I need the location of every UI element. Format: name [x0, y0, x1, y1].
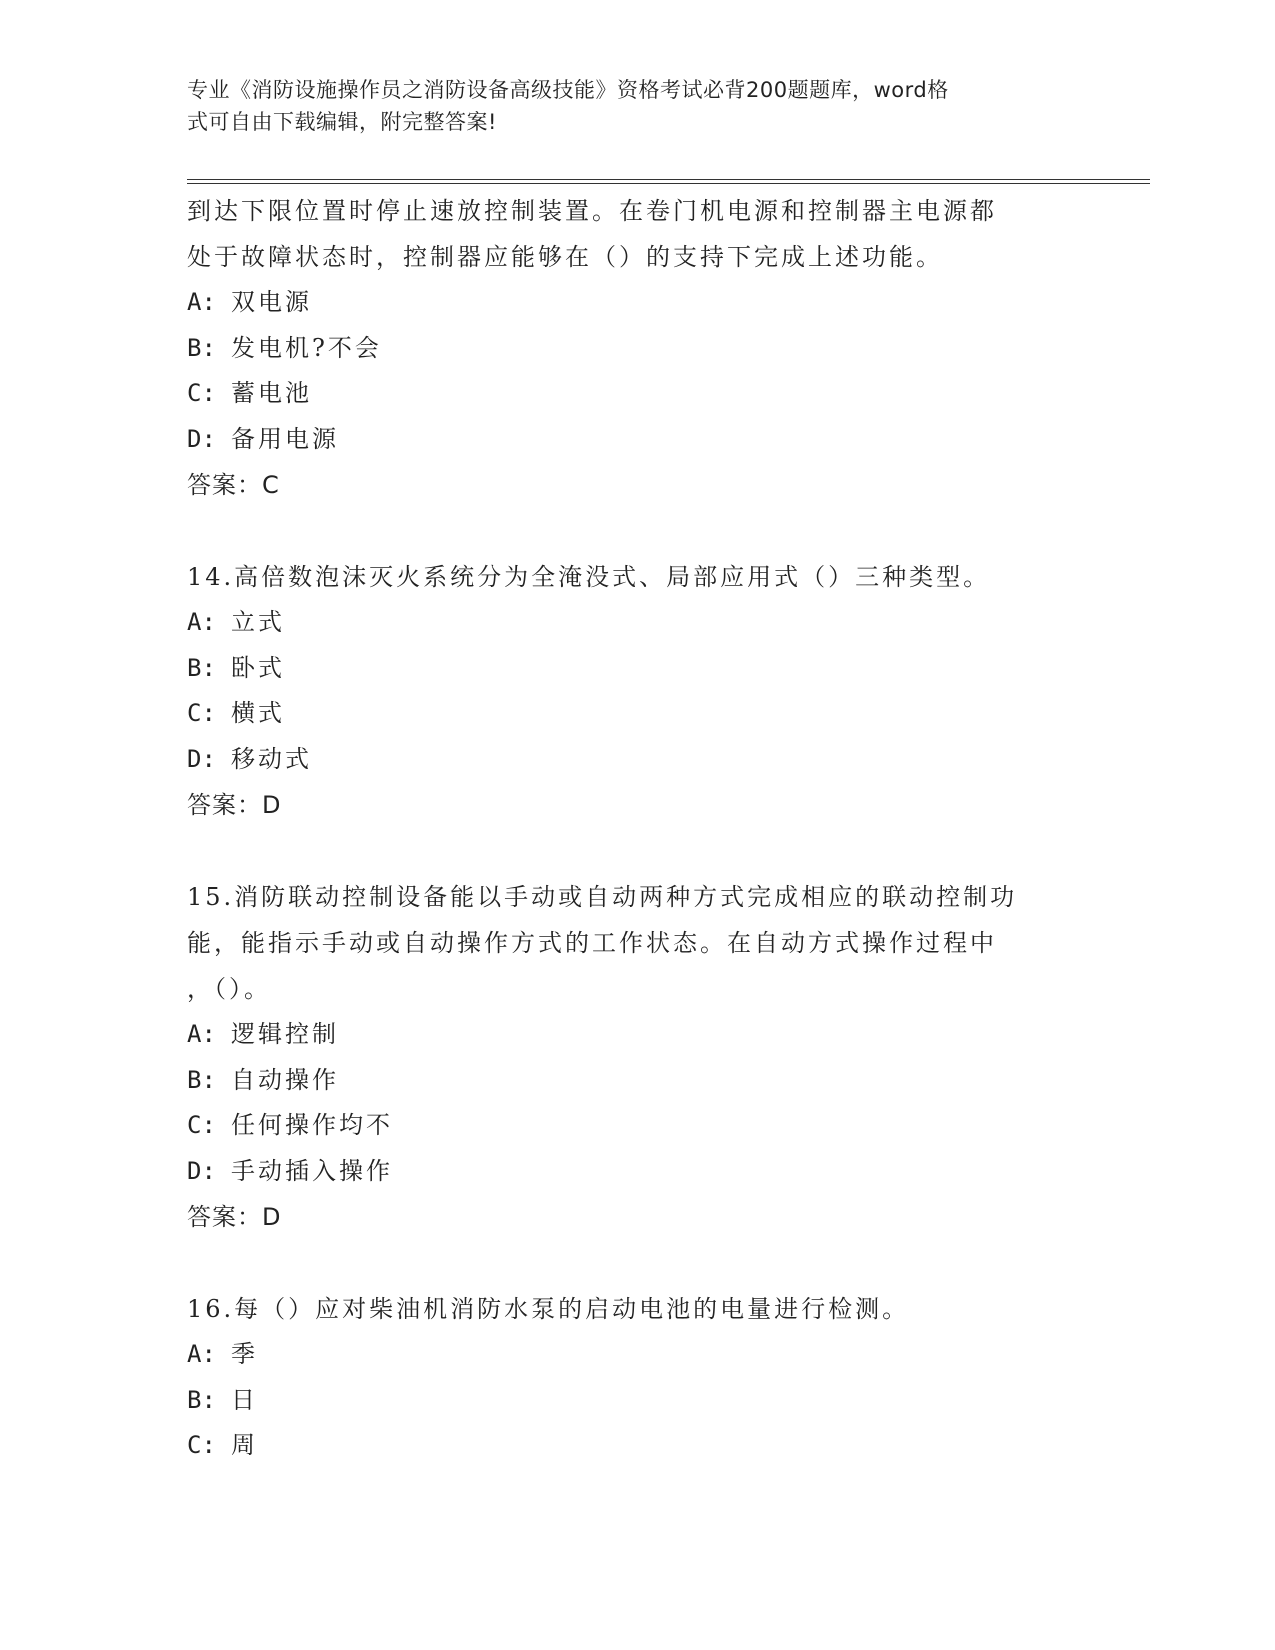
option-b: [187, 646, 1087, 692]
option-text: 蓄电池: [231, 379, 312, 407]
option-letter: B:: [187, 333, 216, 362]
header-divider-bottom: [187, 183, 1150, 184]
header-line-2: 式可自由下载编辑，附完整答案!: [187, 110, 497, 134]
question-14: [187, 554, 1087, 828]
option-text: 双电源: [231, 288, 312, 316]
option-letter: A:: [187, 288, 216, 316]
answer-line: 答案：D: [187, 791, 282, 819]
option-letter: A:: [187, 1020, 216, 1048]
option-d: [187, 1149, 1087, 1195]
header-line-1: 专业《消防设施操作员之消防设备高级技能》资格考试必背200题题库，word格: [187, 78, 949, 102]
option-letter: B:: [187, 1065, 216, 1094]
question-spacer: [187, 828, 1087, 874]
question-text-line: 处于故障状态时，控制器应能够在（）的支持下完成上述功能。: [187, 243, 943, 271]
option-d: [187, 737, 1087, 783]
question-text-line: 15.消防联动控制设备能以手动或自动两种方式完成相应的联动控制功: [187, 883, 1018, 911]
option-text: 发电机?不会: [231, 333, 382, 362]
option-text: 移动式: [231, 744, 312, 773]
answer-line: 答案：D: [187, 1203, 282, 1231]
option-letter: C:: [187, 1111, 216, 1139]
answer-line: 答案：C: [187, 471, 280, 499]
option-letter: C:: [187, 379, 216, 407]
option-b: [187, 1058, 1087, 1104]
option-b: [187, 1378, 1087, 1424]
question-text-line: 能，能指示手动或自动操作方式的工作状态。在自动方式操作过程中: [187, 929, 997, 957]
option-b: [187, 326, 1087, 372]
option-text: 立式: [231, 608, 285, 636]
question-spacer: [187, 508, 1087, 554]
option-letter: C:: [187, 699, 216, 727]
option-text: 逻辑控制: [231, 1020, 339, 1048]
option-text: 季: [231, 1340, 258, 1368]
option-text: 手动插入操作: [231, 1156, 393, 1185]
option-letter: D:: [187, 424, 216, 453]
option-letter: D:: [187, 744, 216, 773]
question-text-line: 16.每（）应对柴油机消防水泵的启动电池的电量进行检测。: [187, 1295, 910, 1323]
option-c: [187, 1103, 1087, 1149]
header-divider-top: [187, 179, 1150, 180]
question-text-line: 到达下限位置时停止速放控制装置。在卷门机电源和控制器主电源都: [187, 197, 997, 225]
option-letter: A:: [187, 1340, 216, 1368]
question-13-continued: [187, 188, 1087, 508]
question-text-line: 14.高倍数泡沫灭火系统分为全淹没式、局部应用式（）三种类型。: [187, 563, 991, 591]
question-text-line: ，（）。: [187, 975, 271, 1003]
option-a: [187, 600, 1087, 646]
question-15: [187, 874, 1087, 1240]
option-text: 日: [231, 1385, 258, 1414]
option-a: [187, 280, 1087, 326]
option-text: 横式: [231, 699, 285, 727]
option-c: [187, 1423, 1087, 1469]
option-a: [187, 1012, 1087, 1058]
option-a: [187, 1332, 1087, 1378]
option-text: 自动操作: [231, 1065, 339, 1094]
option-letter: B:: [187, 653, 216, 682]
option-text: 备用电源: [231, 424, 339, 453]
option-c: [187, 691, 1087, 737]
option-text: 任何操作均不: [231, 1111, 393, 1139]
option-d: [187, 417, 1087, 463]
option-letter: A:: [187, 608, 216, 636]
option-letter: D:: [187, 1156, 216, 1185]
option-text: 卧式: [231, 653, 285, 682]
question-16: [187, 1286, 1087, 1469]
document-header: [187, 74, 1067, 138]
question-list: [187, 188, 1087, 1469]
option-c: [187, 371, 1087, 417]
option-text: 周: [231, 1431, 258, 1459]
option-letter: C:: [187, 1431, 216, 1459]
question-spacer: [187, 1240, 1087, 1286]
option-letter: B:: [187, 1385, 216, 1414]
